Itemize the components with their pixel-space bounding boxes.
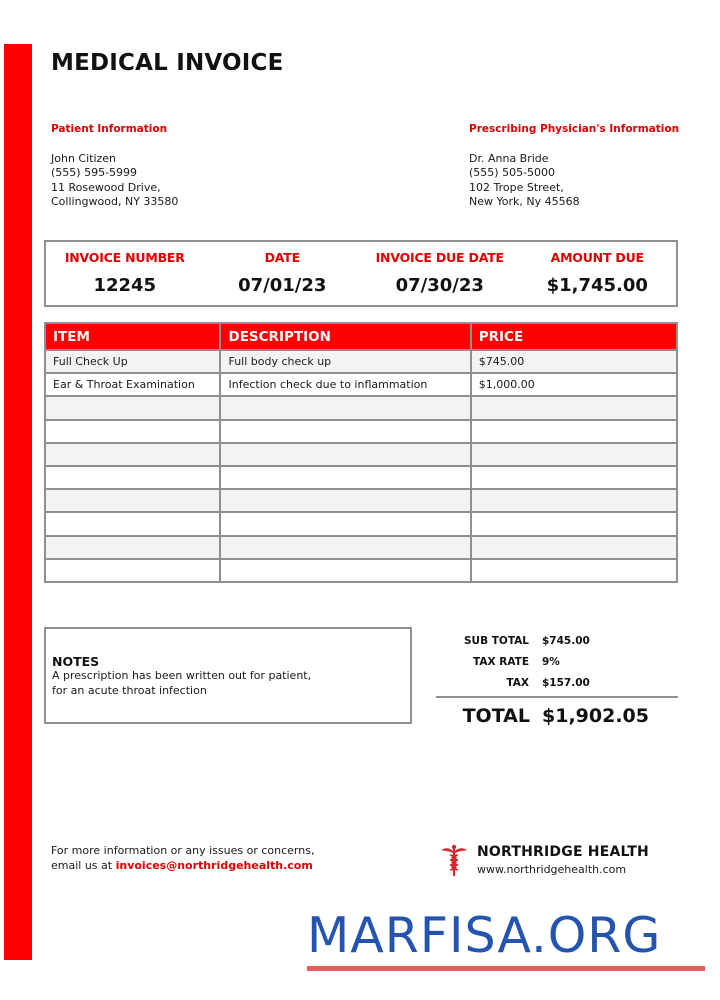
item-cell [45, 396, 220, 419]
watermark-text: MARFISA.ORG [307, 907, 662, 964]
description-cell [220, 559, 470, 582]
brand-name: NORTHRIDGE HEALTH [477, 844, 649, 860]
tax-rate-label: TAX RATE [473, 655, 529, 668]
table-row [45, 420, 677, 443]
table-row [45, 373, 677, 396]
column-header-description: DESCRIPTION [220, 323, 470, 350]
table-row [45, 466, 677, 489]
physician-info-label: Prescribing Physician's Information [469, 123, 680, 135]
patient-information [51, 122, 178, 210]
summary-value: $1,745.00 [546, 275, 648, 296]
item-cell [45, 559, 220, 582]
table-row [45, 396, 677, 419]
summary-label: DATE [264, 250, 300, 265]
summary-due-date [361, 242, 519, 305]
notes-text: A prescription has been written out for patient, for an acute throat infection [52, 669, 312, 697]
physician-name: Dr. Anna Bride [469, 151, 549, 165]
watermark-underline [307, 966, 705, 971]
subtotal-label: SUB TOTAL [464, 634, 529, 647]
price-cell: $745.00 [471, 350, 677, 373]
item-cell [45, 512, 220, 535]
item-cell: Ear & Throat Examination [45, 373, 220, 396]
price-cell [471, 443, 677, 466]
description-cell [220, 536, 470, 559]
table-row [45, 443, 677, 466]
contact-line2-prefix: email us at [51, 859, 116, 872]
physician-phone: (555) 505-5000 [469, 166, 556, 180]
item-cell [45, 536, 220, 559]
summary-value: 12245 [93, 275, 157, 296]
description-cell [220, 420, 470, 443]
description-cell: Full body check up [220, 350, 470, 373]
tax-rate-value: 9% [542, 655, 560, 668]
table-row [45, 512, 677, 535]
totals-divider [436, 696, 678, 698]
items-table [44, 322, 678, 583]
summary-value: 07/30/23 [395, 275, 484, 296]
accent-bar [4, 44, 32, 960]
item-cell [45, 466, 220, 489]
subtotal-value: $745.00 [542, 634, 590, 647]
table-row [45, 350, 677, 373]
summary-value: 07/01/23 [238, 275, 327, 296]
table-row [45, 489, 677, 512]
notes-box [44, 627, 412, 724]
price-cell [471, 466, 677, 489]
patient-address-line2: Collingwood, NY 33580 [51, 195, 179, 209]
tax-label: TAX [506, 676, 529, 689]
table-row [45, 536, 677, 559]
column-header-item: ITEM [45, 323, 220, 350]
brand-url-link[interactable]: www.northridgehealth.com [477, 863, 627, 876]
footer-contact [51, 843, 314, 873]
total-label: TOTAL [462, 705, 530, 727]
column-header-price: PRICE [471, 323, 677, 350]
item-cell [45, 489, 220, 512]
item-cell [45, 443, 220, 466]
description-cell [220, 443, 470, 466]
table-header-row [45, 323, 677, 350]
watermark [307, 908, 705, 971]
tax-row [436, 672, 678, 693]
contact-email-link[interactable]: invoices@northridgehealth.com [115, 859, 313, 872]
summary-label: INVOICE DUE DATE [375, 250, 504, 265]
brand-block [439, 842, 649, 878]
total-row [436, 702, 678, 730]
patient-phone: (555) 595-5999 [51, 166, 138, 180]
caduceus-icon [439, 842, 469, 878]
page-title: MEDICAL INVOICE [51, 50, 284, 76]
contact-line1: For more information or any issues or concerns, [51, 844, 315, 857]
summary-label: AMOUNT DUE [550, 250, 644, 265]
summary-amount-due [519, 242, 677, 305]
physician-address-line2: New York, Ny 45568 [469, 195, 580, 209]
brand-text [477, 842, 649, 876]
tax-value: $157.00 [542, 676, 590, 689]
physician-information [469, 122, 679, 210]
price-cell [471, 536, 677, 559]
invoice-summary [44, 240, 678, 307]
totals-panel [436, 630, 678, 730]
price-cell [471, 396, 677, 419]
price-cell [471, 420, 677, 443]
description-cell [220, 396, 470, 419]
description-cell: Infection check due to inflammation [220, 373, 470, 396]
item-cell: Full Check Up [45, 350, 220, 373]
price-cell: $1,000.00 [471, 373, 677, 396]
patient-address-line1: 11 Rosewood Drive, [51, 180, 161, 194]
item-cell [45, 420, 220, 443]
subtotal-row [436, 630, 678, 651]
description-cell [220, 466, 470, 489]
patient-name: John Citizen [51, 151, 117, 165]
summary-invoice-number [46, 242, 204, 305]
tax-rate-row [436, 651, 678, 672]
price-cell [471, 559, 677, 582]
price-cell [471, 512, 677, 535]
patient-info-label: Patient Information [51, 123, 168, 135]
description-cell [220, 489, 470, 512]
table-row [45, 559, 677, 582]
price-cell [471, 489, 677, 512]
summary-label: INVOICE NUMBER [64, 250, 185, 265]
description-cell [220, 512, 470, 535]
physician-address-line1: 102 Trope Street, [469, 180, 564, 194]
notes-heading: NOTES [52, 654, 100, 669]
contact-line2 [51, 858, 314, 873]
summary-date [204, 242, 362, 305]
total-value: $1,902.05 [542, 705, 649, 727]
